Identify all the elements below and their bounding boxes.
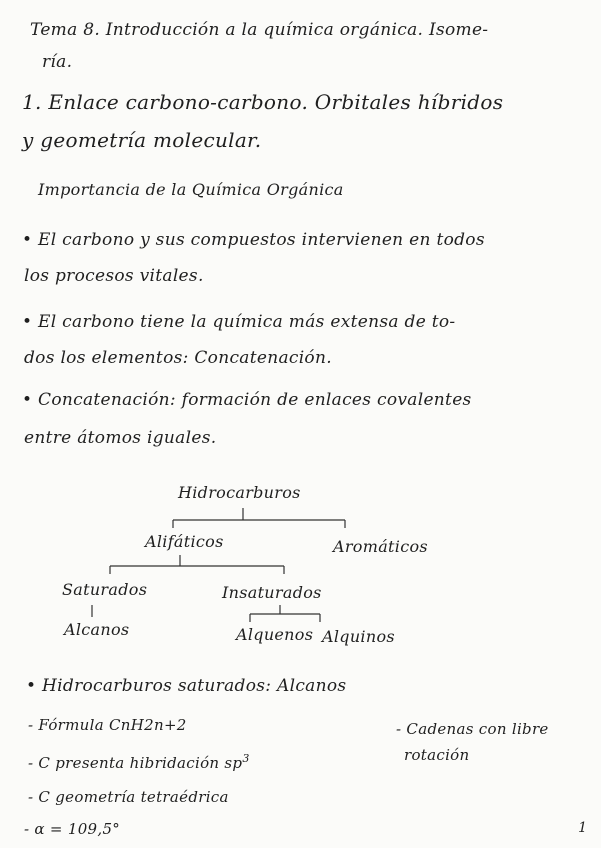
page-number: 1	[578, 820, 587, 836]
alkanes-geometry: - C geometría tetraédrica	[28, 788, 229, 806]
chain-rotation-line-1: - Cadenas con libre	[396, 720, 549, 738]
alkanes-bond-angle: - α = 109,5°	[24, 820, 121, 838]
alkanes-hybridization	[28, 752, 250, 772]
section-heading-line-1: 1. Enlace carbono-carbono. Orbitales híbridos	[22, 90, 504, 114]
bullet-3-line-1: • Concatenación: formación de enlaces covalentes	[22, 390, 472, 410]
tree-root-hydrocarbons: Hidrocarburos	[178, 483, 301, 502]
hybridization-text: - C presenta hibridación sp	[28, 754, 243, 772]
bullet-3-line-2: entre átomos iguales.	[24, 428, 217, 448]
tree-unsaturated: Insaturados	[222, 583, 322, 602]
topic-title-line-1: Tema 8. Introducción a la química orgánica. Isome-	[30, 20, 489, 40]
tree-alkenes: Alquenos	[236, 625, 314, 644]
topic-title-line-2: ría.	[42, 52, 73, 72]
bullet-2-line-2: dos los elementos: Concatenación.	[24, 348, 332, 368]
bullet-1-line-1: • El carbono y sus compuestos intervienen en todos	[22, 230, 485, 250]
alkanes-formula: - Fórmula CnH2n+2	[28, 716, 187, 734]
subtitle: Importancia de la Química Orgánica	[38, 180, 344, 199]
tree-alkanes: Alcanos	[64, 620, 130, 639]
alkanes-title: • Hidrocarburos saturados: Alcanos	[26, 676, 347, 696]
bullet-2-line-1: • El carbono tiene la química más extensa de to-	[22, 312, 456, 332]
bullet-1-line-2: los procesos vitales.	[24, 266, 204, 286]
tree-aliphatic: Alifáticos	[145, 532, 224, 551]
chain-rotation-line-2: rotación	[404, 746, 470, 764]
tree-saturated: Saturados	[62, 580, 148, 599]
section-heading-line-2: y geometría molecular.	[22, 128, 262, 152]
tree-alkynes: Alquinos	[322, 627, 395, 646]
tree-aromatic: Aromáticos	[333, 537, 428, 556]
hybridization-superscript: 3	[242, 752, 250, 765]
